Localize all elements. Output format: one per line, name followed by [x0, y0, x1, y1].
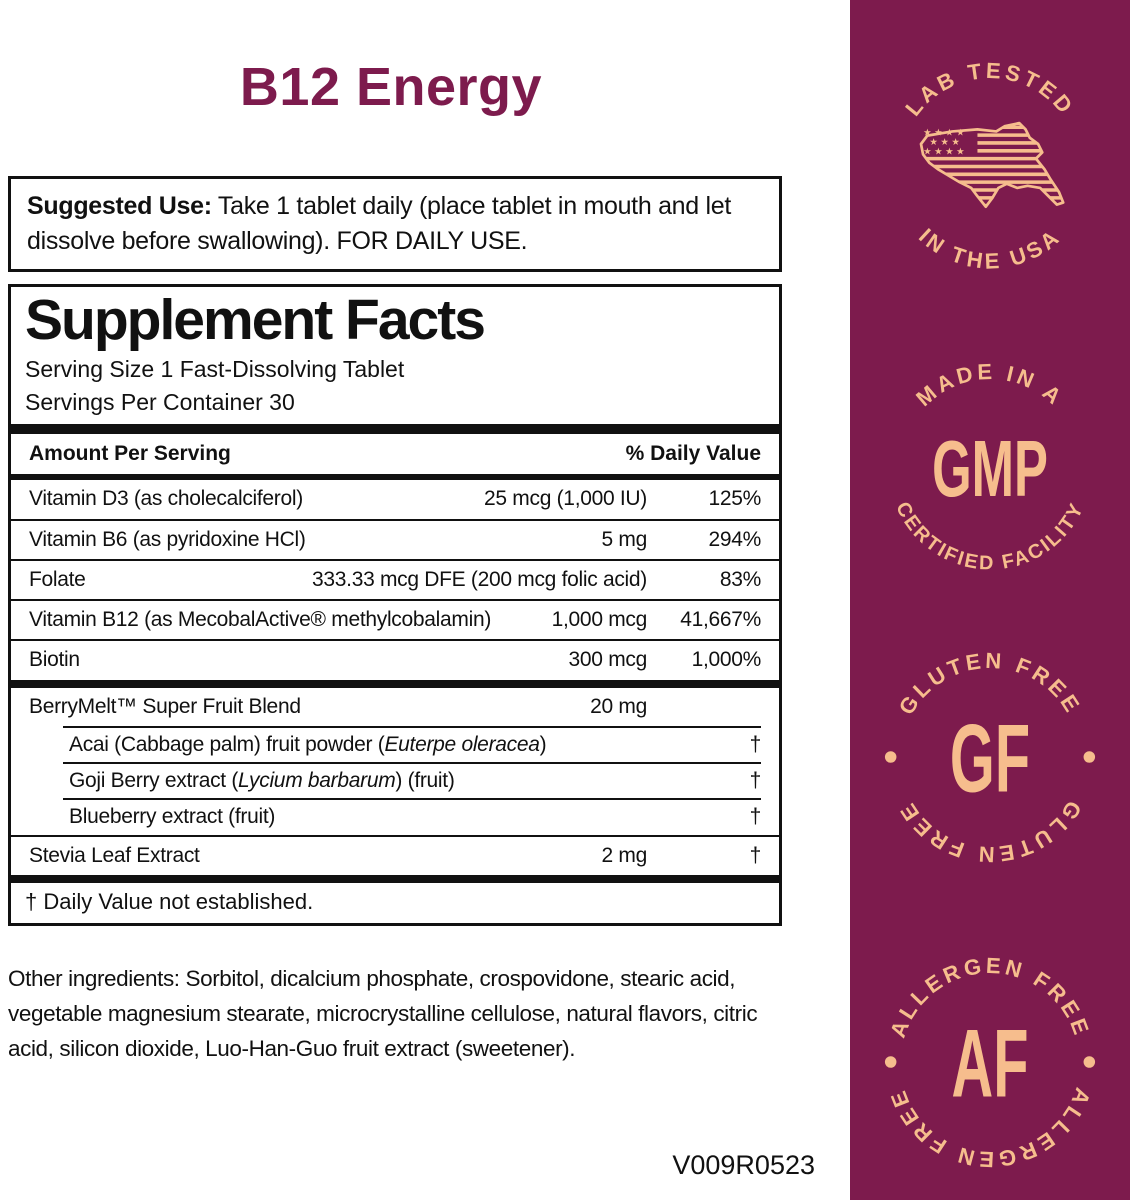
amount-value: 333.33 mcg DFE (200 mcg folic acid)	[312, 567, 647, 591]
badge-bottom-text: GLUTEN FREE	[893, 796, 1087, 868]
servings-per-container: Servings Per Container 30	[25, 388, 295, 415]
product-title: B12 Energy	[239, 57, 543, 118]
divider-bar	[11, 424, 779, 434]
amount-value: 20 mg	[590, 694, 647, 718]
divider-bar	[11, 875, 779, 883]
badge-top-text: LAB TESTED	[900, 57, 1080, 121]
blend-sub-row: Blueberry extract (fruit) †	[11, 798, 779, 834]
flag-stars: ★ ★ ★	[929, 136, 960, 148]
amount-value: 1,000 mcg	[551, 608, 647, 632]
suggested-use-text: Take 1 tablet daily (place tablet in mouth and let dissolve before swallowing). FOR DAILY USE.	[27, 192, 732, 255]
bullet-dot-icon	[885, 751, 897, 763]
dv-value: †	[749, 732, 761, 756]
other-ingredients: Other ingredients: Sorbitol, dicalcium phosphate, crospovidone, stearic acid, vegetable magnesium stearate, microcrystalline cellulose, natural flavors, citric acid, silicon dioxide, Luo-Han-Guo fruit extract (sweetener).	[8, 965, 758, 1061]
flag-stars: ★ ★ ★ ★	[923, 126, 965, 138]
dv-value: 1,000%	[691, 648, 761, 672]
suggested-use-label: Suggested Use:	[27, 192, 212, 220]
badge-bottom-text: CERTIFIED FACILITY	[891, 498, 1089, 575]
supplement-facts-title: Supplement Facts	[25, 288, 484, 352]
flag-stars: ★ ★ ★ ★	[923, 145, 965, 157]
badge-bottom-text: IN THE USA	[914, 223, 1066, 274]
dv-footnote: † Daily Value not established.	[25, 888, 314, 914]
table-row: Vitamin B6 (as pyridoxine HCl) 5 mg 294%	[11, 519, 779, 559]
dv-value: 125%	[708, 487, 761, 511]
dv-value: 294%	[708, 527, 761, 551]
col-amount-per-serving: Amount Per Serving	[29, 442, 231, 466]
allergen-free-badge	[875, 947, 1105, 1177]
divider-bar	[11, 680, 779, 688]
blend-sub-row: Acai (Cabbage palm) fruit powder (Euterpe oleracea) †	[11, 726, 779, 762]
dv-value: 83%	[719, 567, 761, 591]
lab-tested-badge	[875, 52, 1105, 282]
table-row: Vitamin D3 (as cholecalciferol) 25 mcg (1,000 IU) 125%	[11, 480, 779, 518]
amount-value: 5 mg	[601, 527, 647, 551]
revision-code: V009R0523	[672, 1150, 815, 1180]
badge-bottom-text: ALLERGEN FREE	[884, 1084, 1096, 1173]
badge-center-text: GMP	[932, 425, 1048, 515]
table-row	[11, 835, 779, 875]
serving-size: Serving Size 1 Fast-Dissolving Tablet	[25, 355, 405, 382]
usa-map-icon	[917, 121, 1063, 207]
badge-center-text: GF	[949, 704, 1031, 813]
bullet-dot-icon	[885, 1056, 897, 1068]
suggested-use-box	[8, 176, 782, 272]
dv-value: †	[749, 843, 761, 867]
table-row: Biotin 300 mcg 1,000%	[11, 639, 779, 679]
bullet-dot-icon	[1084, 1056, 1096, 1068]
amount-value: 300 mcg	[568, 648, 647, 672]
badge-center-text: AF	[951, 1009, 1029, 1118]
supplement-facts-panel	[8, 284, 782, 926]
gmp-badge	[875, 353, 1105, 583]
gluten-free-badge	[875, 642, 1105, 872]
blend-header-row	[11, 688, 779, 726]
amount-value: 25 mcg (1,000 IU)	[484, 487, 647, 511]
table-row: Folate 333.33 mcg DFE (200 mcg folic acid) 83%	[11, 559, 779, 599]
dv-value: †	[749, 769, 761, 793]
badge-top-text: MADE IN A	[911, 358, 1069, 412]
amount-value: 2 mg	[601, 843, 647, 867]
bullet-dot-icon	[1084, 751, 1096, 763]
table-row: Vitamin B12 (as MecobalActive® methylcobalamin) 1,000 mcg 41,667%	[11, 599, 779, 639]
table-header-row	[11, 434, 779, 474]
blend-name: BerryMelt™ Super Fruit Blend	[29, 694, 301, 718]
badge-top-text: GLUTEN FREE	[893, 647, 1087, 720]
col-daily-value: % Daily Value	[625, 442, 761, 466]
badge-top-text: ALLERGEN FREE	[884, 952, 1096, 1041]
dv-value: 41,667%	[680, 608, 761, 632]
blend-sub-row: Goji Berry extract (Lycium barbarum) (fruit) †	[11, 762, 779, 798]
ingredient-name: Stevia Leaf Extract	[29, 843, 200, 867]
dv-value: †	[749, 805, 761, 829]
